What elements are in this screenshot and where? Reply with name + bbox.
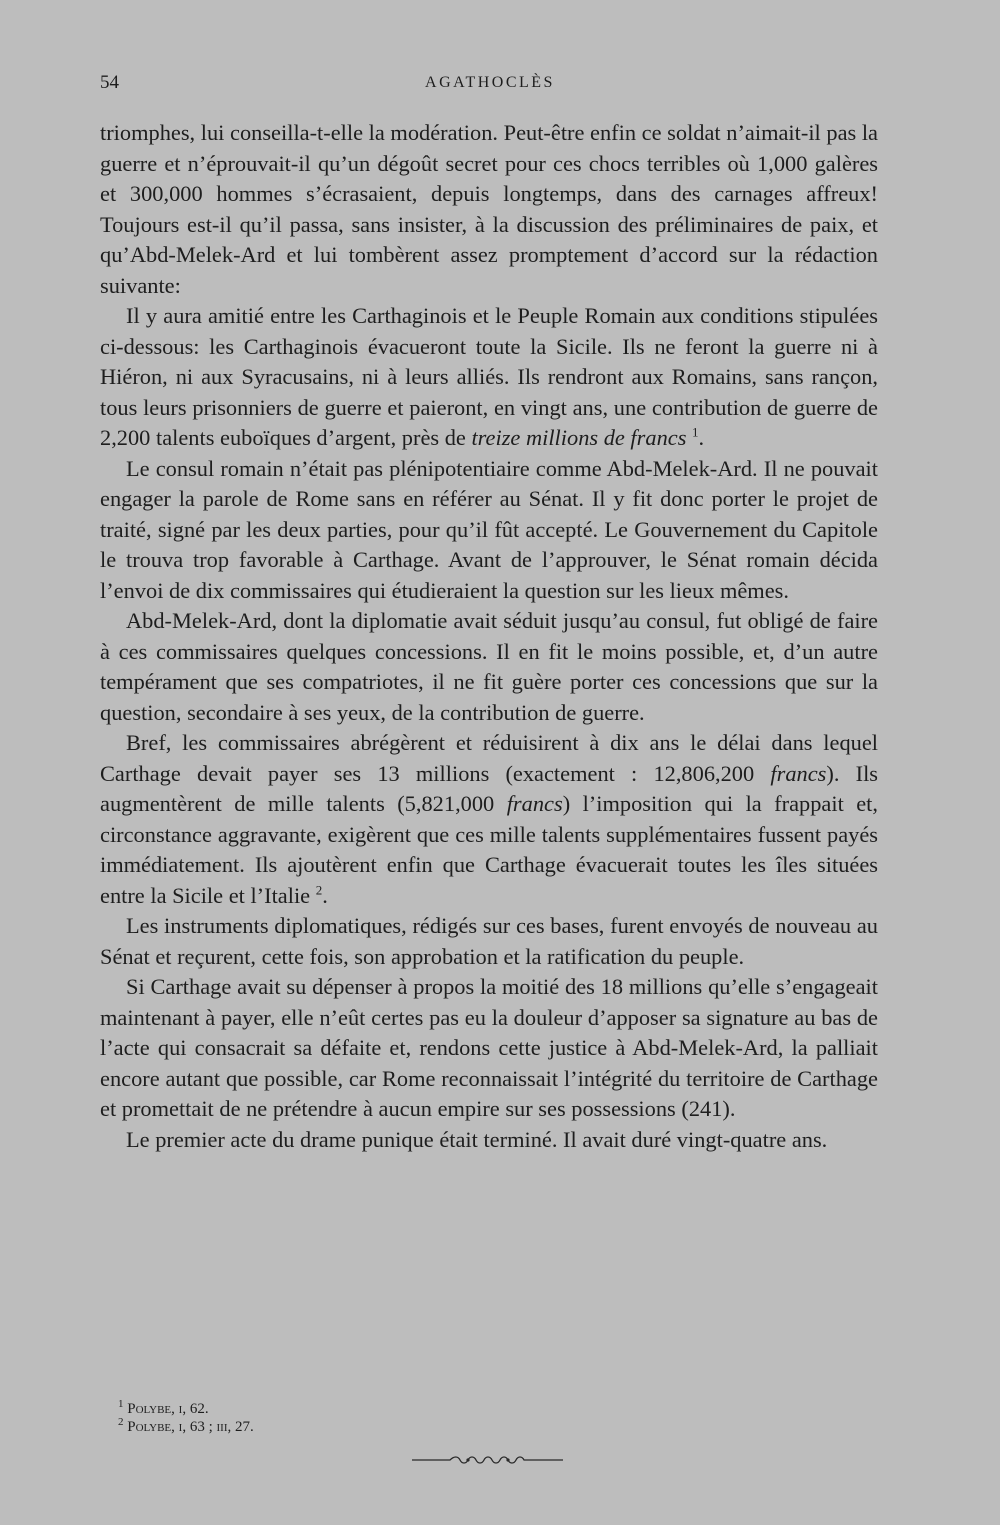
paragraph-5	[100, 728, 878, 911]
paragraph-2	[100, 301, 878, 454]
footnote-2	[118, 1418, 878, 1436]
footnote-mark: 2	[118, 1416, 124, 1428]
paragraph-2-text: Il y aura amitié entre les Carthaginois et le Peuple Romain aux conditions stipulées ci-dessous: les Carthaginois évacueront toute la Sicile. Ils ne feront la guerre ni à Hiéron, ni aux Syracusains, ni à leurs alliés. Ils rendront aux Romains, sans rançon, tous leurs prisonniers de guerre et paieront, en vingt ans, une contribution de guerre de 2,200 talents euboïques d’argent, près de	[100, 303, 878, 450]
footnote-reference: , i, 63 ; iii, 27.	[171, 1419, 254, 1435]
paragraph-6: Les instruments diplomatiques, rédigés sur ces bases, furent envoyés de nouveau au Sénat et reçurent, cette fois, son approbation et la ratification du peuple.	[100, 913, 878, 969]
paragraph-5-end: .	[322, 882, 328, 908]
footnote-author: Polybe	[127, 1419, 172, 1435]
paragraph-5-text-b: ). Ils augmentèrent de mille talents (5,821,000	[100, 760, 878, 816]
page-header	[100, 72, 880, 106]
paragraph-2-end: .	[698, 425, 705, 450]
paragraph-3: Le consul romain n’était pas plénipotentiaire comme Abd-Melek-Ard. Il ne pouvait engager la parole de Rome sans en référer au Sénat. Il y fit donc porter le projet de traité, signé par les deux parties, pour qu’il fût accepté. Le Gouvernement du Capitole le trouva trop favorable à Carthage. Avant de l’approuver, le Sénat romain décida l’envoi de dix commissaires qui étudieraient la question sur les lieux mêmes.	[100, 455, 878, 603]
paragraph-5-text-c: ) l’imposition qui la frappait et, circonstance aggravante, exigèrent que ces mille talents supplémentaires fussent payés immédiatement. Ils ajoutèrent enfin que Carthage évacuerait toutes les îles situées entre la Sicile et l’Italie	[100, 791, 878, 908]
paragraph-8: Le premier acte du drame punique était terminé. Il avait duré vingt-quatre ans.	[126, 1126, 828, 1152]
paragraph-5-text-a: Bref, les commissaires abrégèrent et réduisirent à dix ans le délai dans lequel Carthage devait payer ses 13 millions (exactement : 12,806,200	[100, 730, 878, 786]
running-title: AGATHOCLÈS	[425, 74, 555, 91]
paragraph-5-italic-a: francs	[770, 760, 827, 786]
paragraph-1: triomphes, lui conseilla-t-elle la modération. Peut-être enfin ce soldat n’aimait-il pas la guerre et n’éprouvait-il qu’un dégoût secret pour ces chocs terribles où 1,000 galères et 300,000 hommes s’écrasaient, depuis longtemps, dans des carnages affreux! Toujours est-il qu’il passa, sans insister, à la discussion des préliminaires de paix, et qu’Abd-Melek-Ard et lui tombèrent assez promptement d’accord sur la rédaction suivante:	[100, 120, 878, 298]
paragraph-7: Si Carthage avait su dépenser à propos la moitié des 18 millions qu’elle s’engageait maintenant à payer, elle n’eût certes pas eu la douleur d’apposer sa signature au bas de l’acte qui consacrait sa défaite et, rendons cette justice à Abd-Melek-Ard, la palliait encore autant que possible, car Rome reconnaissait l’intégrité du territoire de Carthage et promettait de ne prétendre à aucun empire sur ses possessions (241).	[100, 974, 878, 1121]
body-text	[100, 118, 878, 1155]
paragraph-5-italic-b: francs	[506, 791, 563, 816]
footnote-ref-1[interactable]: 1	[692, 424, 699, 440]
paragraph-2-italic: treize millions de francs	[471, 425, 687, 450]
page-number: 54	[100, 72, 119, 93]
footnote-author: Polybe	[127, 1401, 172, 1417]
footnotes	[118, 1400, 878, 1436]
footnote-1	[118, 1400, 878, 1418]
paragraph-4: Abd-Melek-Ard, dont la diplomatie avait séduit jusqu’au consul, fut obligé de faire à ces commissaires quelques concessions. Il en fit le moins possible, et, d’un autre tempérament que ses compatriotes, il ne fit guère porter ces concessions que sur la question, secondaire à ses yeux, de la contribution de guerre.	[100, 608, 878, 725]
footnote-mark: 1	[118, 1398, 124, 1410]
tail-piece-ornament-icon	[410, 1452, 565, 1468]
footnote-ref-2[interactable]: 2	[315, 882, 323, 898]
footnote-reference: , i, 62.	[171, 1401, 209, 1417]
